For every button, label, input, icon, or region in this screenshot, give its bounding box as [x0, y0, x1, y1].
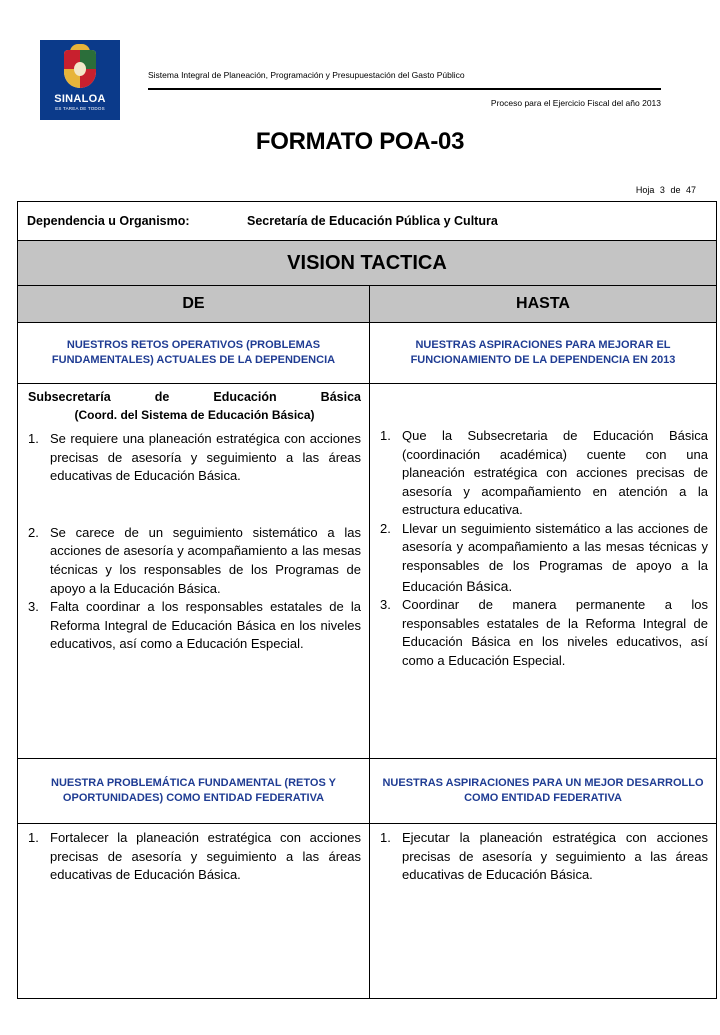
process-title: Proceso para el Ejercicio Fiscal del año 2013 — [490, 98, 661, 108]
item-text-part: Básica. — [466, 577, 513, 594]
section1-left-header: NUESTROS RETOS OPERATIVOS (PROBLEMAS FUNDAMENTALES) ACTUALES DE LA DEPENDENCIA — [18, 323, 370, 384]
page-current: 3 — [659, 185, 665, 195]
item-number: 3. — [380, 597, 391, 613]
item-text: Que la Subsecretaria de Educación Básica (coordinación académica) cuente con una planeación estratégica con acciones precisas de asesoría y acompañamiento en atención a la estructura educativa. — [402, 428, 708, 518]
vision-table — [17, 201, 717, 999]
item-text-part: Llevar un seguimiento sistemático a las acciones de asesoría y acompañamiento a las mesas técnicas y responsables de los Programas de apoyo a la Educación — [402, 520, 708, 594]
section1-right-cell — [370, 384, 717, 759]
form-title: FORMATO POA-03 — [255, 128, 465, 155]
section2-left-header: NUESTRA PROBLEMÁTICA FUNDAMENTAL (RETOS Y OPORTUNIDADES) COMO ENTIDAD FEDERATIVA — [18, 759, 370, 824]
list-item — [28, 430, 361, 486]
list-item — [28, 524, 361, 598]
section1-left-cell — [18, 384, 370, 759]
item-text: Coordinar de manera permanente a los responsables estatales de la Reforma Integral de Educación Básica en los niveles educativos, así como a Educación Especial. — [402, 597, 708, 668]
dependency-value: Secretaría de Educación Pública y Cultura — [247, 214, 498, 228]
item-text: Ejecutar la planeación estratégica con acciones precisas de asesoría y seguimiento a las áreas educativas de Educación Básica. — [402, 830, 708, 883]
section2-content-row — [18, 824, 717, 999]
subsecretaria-heading: Subsecretaría de Educación Básica — [28, 390, 361, 404]
list-item — [380, 520, 708, 596]
vision-title-row — [18, 241, 717, 286]
section2-header-row — [18, 759, 717, 824]
list-item — [380, 427, 708, 520]
item-number: 1. — [380, 830, 391, 845]
item-text: Falta coordinar a los responsables estatales de la Reforma Integral de Educación Básica en los niveles educativos, así como a Educación Especial. — [50, 599, 361, 652]
list-item — [380, 596, 708, 670]
page-label: Hoja — [635, 185, 655, 195]
section2-left-cell — [18, 824, 370, 999]
page-sep: de — [670, 185, 681, 195]
column-header-de: DE — [18, 286, 370, 323]
dependency-cell — [18, 202, 717, 241]
item-text: Se carece de un seguimiento sistemático a las acciones de asesoría y acompañamiento a las mesas técnicas y los responsables de los Programas de apoyo a la Educación Básica. — [50, 524, 361, 596]
item-text: Fortalecer la planeación estratégica con acciones precisas de asesoría y seguimiento a las áreas educativas de Educación Básica. — [50, 830, 361, 883]
section1-right-header: NUESTRAS ASPIRACIONES PARA MEJORAR EL FUNCIONAMIENTO DE LA DEPENDENCIA EN 2013 — [370, 323, 717, 384]
list-item — [380, 829, 708, 885]
item-number: 2. — [28, 524, 39, 540]
dependency-row — [18, 202, 717, 241]
dependency-label: Dependencia u Organismo: — [27, 214, 190, 228]
logo-word: SINALOA — [54, 93, 106, 105]
section2-right-cell — [370, 824, 717, 999]
section1-header-row — [18, 323, 717, 384]
page-indicator — [633, 185, 696, 195]
system-title: Sistema Integral de Planeación, Programación y Presupuestación del Gasto Público — [148, 70, 465, 80]
logo-tagline: ES TAREA DE TODOS — [55, 106, 105, 111]
list-item — [28, 598, 361, 654]
column-header-row — [18, 286, 717, 323]
item-text — [402, 520, 708, 596]
item-text: Se requiere una planeación estratégica con acciones precisas de asesoría y seguimiento a las áreas educativas de Educación Básica. — [50, 431, 361, 484]
coordinacion-heading: (Coord. del Sistema de Educación Básica) — [74, 407, 315, 422]
section2-right-header: NUESTRAS ASPIRACIONES PARA UN MEJOR DESARROLLO COMO ENTIDAD FEDERATIVA — [370, 759, 717, 824]
shield-icon — [64, 50, 96, 88]
list-item — [28, 829, 361, 885]
item-number: 1. — [380, 428, 391, 443]
item-number: 1. — [28, 830, 39, 845]
page-total: 47 — [685, 185, 696, 195]
item-number: 3. — [28, 599, 39, 615]
header-divider — [148, 88, 661, 90]
section1-content-row — [18, 384, 717, 759]
item-number: 1. — [28, 431, 39, 447]
vision-title: VISION TACTICA — [18, 241, 717, 286]
sinaloa-logo — [40, 40, 120, 120]
item-number: 2. — [380, 520, 391, 536]
column-header-hasta: HASTA — [370, 286, 717, 323]
